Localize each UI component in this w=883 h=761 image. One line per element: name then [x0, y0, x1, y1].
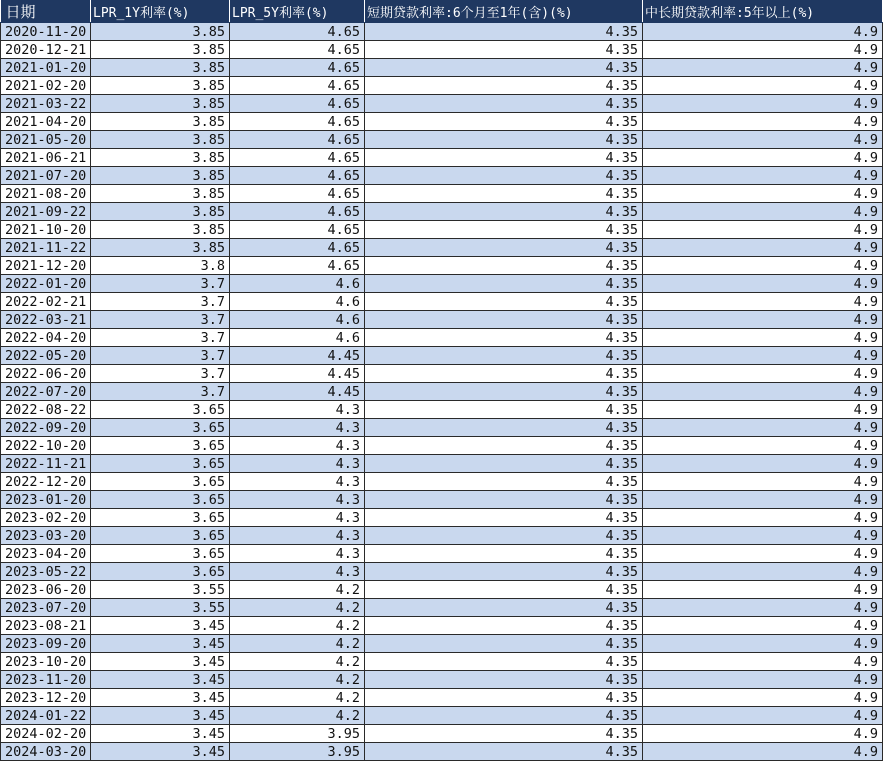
short-term-rate-cell[interactable]: 4.35 [365, 131, 643, 149]
long-term-rate-cell[interactable]: 4.9 [643, 743, 883, 761]
short-term-rate-cell[interactable]: 4.35 [365, 527, 643, 545]
short-term-rate-cell[interactable]: 4.35 [365, 257, 643, 275]
long-term-rate-cell[interactable]: 4.9 [643, 401, 883, 419]
lpr-5y-cell[interactable]: 4.65 [230, 239, 365, 257]
table-row [1, 239, 883, 257]
date-cell[interactable]: 2021-07-20 [1, 167, 91, 185]
table-row [1, 347, 883, 365]
short-term-rate-cell[interactable]: 4.35 [365, 653, 643, 671]
long-term-rate-cell[interactable]: 4.9 [643, 293, 883, 311]
table-row [1, 545, 883, 563]
date-cell[interactable]: 2022-10-20 [1, 437, 91, 455]
short-term-rate-cell[interactable]: 4.35 [365, 401, 643, 419]
lpr-5y-cell[interactable]: 4.3 [230, 545, 365, 563]
column-header-long-term-rate[interactable]: 中长期贷款利率:5年以上(%) [643, 0, 883, 23]
short-term-rate-cell[interactable]: 4.35 [365, 203, 643, 221]
lpr-5y-cell[interactable]: 4.3 [230, 509, 365, 527]
lpr-5y-cell[interactable]: 3.95 [230, 743, 365, 761]
lpr-5y-cell[interactable]: 3.95 [230, 725, 365, 743]
lpr-5y-cell[interactable]: 4.65 [230, 167, 365, 185]
short-term-rate-cell[interactable]: 4.35 [365, 113, 643, 131]
long-term-rate-cell[interactable]: 4.9 [643, 59, 883, 77]
table-row [1, 653, 883, 671]
lpr-5y-cell[interactable]: 4.65 [230, 95, 365, 113]
table-row [1, 401, 883, 419]
long-term-rate-cell[interactable]: 4.9 [643, 707, 883, 725]
lpr-1y-cell[interactable]: 3.7 [91, 293, 230, 311]
table-row [1, 149, 883, 167]
short-term-rate-cell[interactable]: 4.35 [365, 419, 643, 437]
lpr-5y-cell[interactable]: 4.65 [230, 113, 365, 131]
short-term-rate-cell[interactable]: 4.35 [365, 509, 643, 527]
date-cell[interactable]: 2021-08-20 [1, 185, 91, 203]
table-row [1, 725, 883, 743]
lpr-1y-cell[interactable]: 3.7 [91, 383, 230, 401]
table-row [1, 185, 883, 203]
lpr-1y-cell[interactable]: 3.85 [91, 203, 230, 221]
short-term-rate-cell[interactable]: 4.35 [365, 437, 643, 455]
date-cell[interactable]: 2021-02-20 [1, 77, 91, 95]
lpr-1y-cell[interactable]: 3.45 [91, 743, 230, 761]
short-term-rate-cell[interactable]: 4.35 [365, 455, 643, 473]
lpr-1y-cell[interactable]: 3.65 [91, 473, 230, 491]
date-cell[interactable]: 2023-07-20 [1, 599, 91, 617]
date-cell[interactable]: 2023-09-20 [1, 635, 91, 653]
lpr-1y-cell[interactable]: 3.65 [91, 527, 230, 545]
long-term-rate-cell[interactable]: 4.9 [643, 221, 883, 239]
lpr-5y-cell[interactable]: 4.45 [230, 383, 365, 401]
long-term-rate-cell[interactable]: 4.9 [643, 41, 883, 59]
short-term-rate-cell[interactable]: 4.35 [365, 293, 643, 311]
long-term-rate-cell[interactable]: 4.9 [643, 725, 883, 743]
lpr-1y-cell[interactable]: 3.7 [91, 365, 230, 383]
long-term-rate-cell[interactable]: 4.9 [643, 635, 883, 653]
date-cell[interactable]: 2021-11-22 [1, 239, 91, 257]
long-term-rate-cell[interactable]: 4.9 [643, 563, 883, 581]
long-term-rate-cell[interactable]: 4.9 [643, 185, 883, 203]
long-term-rate-cell[interactable]: 4.9 [643, 599, 883, 617]
short-term-rate-cell[interactable]: 4.35 [365, 491, 643, 509]
long-term-rate-cell[interactable]: 4.9 [643, 653, 883, 671]
date-cell[interactable]: 2021-09-22 [1, 203, 91, 221]
lpr-1y-cell[interactable]: 3.45 [91, 671, 230, 689]
date-cell[interactable]: 2023-12-20 [1, 689, 91, 707]
lpr-1y-cell[interactable]: 3.45 [91, 653, 230, 671]
lpr-5y-cell[interactable]: 4.2 [230, 599, 365, 617]
short-term-rate-cell[interactable]: 4.35 [365, 239, 643, 257]
lpr-1y-cell[interactable]: 3.85 [91, 221, 230, 239]
long-term-rate-cell[interactable]: 4.9 [643, 23, 883, 41]
date-cell[interactable]: 2023-02-20 [1, 509, 91, 527]
table-row [1, 329, 883, 347]
lpr-5y-cell[interactable]: 4.45 [230, 365, 365, 383]
long-term-rate-cell[interactable]: 4.9 [643, 545, 883, 563]
lpr-1y-cell[interactable]: 3.55 [91, 581, 230, 599]
table-row [1, 23, 883, 41]
lpr-5y-cell[interactable]: 4.3 [230, 455, 365, 473]
date-cell[interactable]: 2023-04-20 [1, 545, 91, 563]
table-row [1, 167, 883, 185]
long-term-rate-cell[interactable]: 4.9 [643, 617, 883, 635]
lpr-5y-cell[interactable]: 4.3 [230, 473, 365, 491]
table-row [1, 383, 883, 401]
lpr-1y-cell[interactable]: 3.85 [91, 59, 230, 77]
short-term-rate-cell[interactable]: 4.35 [365, 59, 643, 77]
lpr-1y-cell[interactable]: 3.55 [91, 599, 230, 617]
short-term-rate-cell[interactable]: 4.35 [365, 725, 643, 743]
short-term-rate-cell[interactable]: 4.35 [365, 383, 643, 401]
lpr-1y-cell[interactable]: 3.85 [91, 167, 230, 185]
table-row [1, 41, 883, 59]
date-cell[interactable]: 2022-04-20 [1, 329, 91, 347]
short-term-rate-cell[interactable]: 4.35 [365, 311, 643, 329]
lpr-1y-cell[interactable]: 3.8 [91, 257, 230, 275]
short-term-rate-cell[interactable]: 4.35 [365, 23, 643, 41]
table-row [1, 95, 883, 113]
short-term-rate-cell[interactable]: 4.35 [365, 617, 643, 635]
lpr-1y-cell[interactable]: 3.65 [91, 419, 230, 437]
date-cell[interactable]: 2023-03-20 [1, 527, 91, 545]
short-term-rate-cell[interactable]: 4.35 [365, 347, 643, 365]
short-term-rate-cell[interactable]: 4.35 [365, 707, 643, 725]
table-body [1, 23, 883, 761]
long-term-rate-cell[interactable]: 4.9 [643, 383, 883, 401]
lpr-5y-cell[interactable]: 4.6 [230, 311, 365, 329]
date-cell[interactable]: 2022-06-20 [1, 365, 91, 383]
table-row [1, 509, 883, 527]
column-header-lpr-5y[interactable]: LPR_5Y利率(%) [230, 0, 365, 23]
lpr-1y-cell[interactable]: 3.85 [91, 149, 230, 167]
table-row [1, 707, 883, 725]
lpr-5y-cell[interactable]: 4.65 [230, 23, 365, 41]
lpr-5y-cell[interactable]: 4.3 [230, 437, 365, 455]
table-row [1, 203, 883, 221]
table-row [1, 365, 883, 383]
lpr-5y-cell[interactable]: 4.2 [230, 617, 365, 635]
lpr-1y-cell[interactable]: 3.65 [91, 455, 230, 473]
table-row [1, 221, 883, 239]
column-header-lpr-1y[interactable]: LPR_1Y利率(%) [91, 0, 230, 23]
short-term-rate-cell[interactable]: 4.35 [365, 599, 643, 617]
lpr-5y-cell[interactable]: 4.65 [230, 149, 365, 167]
date-cell[interactable]: 2022-09-20 [1, 419, 91, 437]
short-term-rate-cell[interactable]: 4.35 [365, 95, 643, 113]
lpr-5y-cell[interactable]: 4.6 [230, 275, 365, 293]
date-cell[interactable]: 2021-04-20 [1, 113, 91, 131]
long-term-rate-cell[interactable]: 4.9 [643, 329, 883, 347]
lpr-1y-cell[interactable]: 3.85 [91, 95, 230, 113]
lpr-5y-cell[interactable]: 4.2 [230, 707, 365, 725]
column-header-short-term-rate[interactable]: 短期贷款利率:6个月至1年(含)(%) [365, 0, 643, 23]
table-row [1, 635, 883, 653]
table-row [1, 617, 883, 635]
long-term-rate-cell[interactable]: 4.9 [643, 419, 883, 437]
long-term-rate-cell[interactable]: 4.9 [643, 491, 883, 509]
short-term-rate-cell[interactable]: 4.35 [365, 635, 643, 653]
table-row [1, 671, 883, 689]
date-cell[interactable]: 2023-08-21 [1, 617, 91, 635]
table-row [1, 311, 883, 329]
short-term-rate-cell[interactable]: 4.35 [365, 77, 643, 95]
short-term-rate-cell[interactable]: 4.35 [365, 689, 643, 707]
table-row [1, 419, 883, 437]
long-term-rate-cell[interactable]: 4.9 [643, 131, 883, 149]
long-term-rate-cell[interactable]: 4.9 [643, 167, 883, 185]
lpr-1y-cell[interactable]: 3.45 [91, 689, 230, 707]
lpr-5y-cell[interactable]: 4.6 [230, 329, 365, 347]
date-cell[interactable]: 2022-11-21 [1, 455, 91, 473]
date-cell[interactable]: 2023-11-20 [1, 671, 91, 689]
date-cell[interactable]: 2022-01-20 [1, 275, 91, 293]
date-cell[interactable]: 2020-11-20 [1, 23, 91, 41]
long-term-rate-cell[interactable]: 4.9 [643, 203, 883, 221]
lpr-5y-cell[interactable]: 4.3 [230, 527, 365, 545]
lpr-1y-cell[interactable]: 3.7 [91, 347, 230, 365]
long-term-rate-cell[interactable]: 4.9 [643, 671, 883, 689]
lpr-1y-cell[interactable]: 3.85 [91, 41, 230, 59]
table-row [1, 113, 883, 131]
date-cell[interactable]: 2024-02-20 [1, 725, 91, 743]
lpr-5y-cell[interactable]: 4.65 [230, 131, 365, 149]
table-row [1, 455, 883, 473]
lpr-1y-cell[interactable]: 3.65 [91, 545, 230, 563]
long-term-rate-cell[interactable]: 4.9 [643, 149, 883, 167]
short-term-rate-cell[interactable]: 4.35 [365, 743, 643, 761]
lpr-5y-cell[interactable]: 4.65 [230, 221, 365, 239]
date-cell[interactable]: 2020-12-21 [1, 41, 91, 59]
table-row [1, 59, 883, 77]
long-term-rate-cell[interactable]: 4.9 [643, 257, 883, 275]
date-cell[interactable]: 2021-03-22 [1, 95, 91, 113]
lpr-5y-cell[interactable]: 4.2 [230, 653, 365, 671]
date-cell[interactable]: 2022-03-21 [1, 311, 91, 329]
short-term-rate-cell[interactable]: 4.35 [365, 473, 643, 491]
lpr-1y-cell[interactable]: 3.45 [91, 635, 230, 653]
short-term-rate-cell[interactable]: 4.35 [365, 221, 643, 239]
table-row [1, 473, 883, 491]
lpr-1y-cell[interactable]: 3.7 [91, 311, 230, 329]
short-term-rate-cell[interactable]: 4.35 [365, 329, 643, 347]
lpr-5y-cell[interactable]: 4.65 [230, 203, 365, 221]
lpr-1y-cell[interactable]: 3.85 [91, 77, 230, 95]
lpr-5y-cell[interactable]: 4.3 [230, 401, 365, 419]
date-cell[interactable]: 2023-10-20 [1, 653, 91, 671]
lpr-1y-cell[interactable]: 3.85 [91, 131, 230, 149]
table-row [1, 527, 883, 545]
lpr-1y-cell[interactable]: 3.45 [91, 725, 230, 743]
date-cell[interactable]: 2024-03-20 [1, 743, 91, 761]
lpr-5y-cell[interactable]: 4.3 [230, 563, 365, 581]
date-cell[interactable]: 2021-05-20 [1, 131, 91, 149]
lpr-1y-cell[interactable]: 3.85 [91, 239, 230, 257]
long-term-rate-cell[interactable]: 4.9 [643, 239, 883, 257]
short-term-rate-cell[interactable]: 4.35 [365, 149, 643, 167]
lpr-1y-cell[interactable]: 3.65 [91, 437, 230, 455]
table-row [1, 581, 883, 599]
lpr-5y-cell[interactable]: 4.2 [230, 635, 365, 653]
long-term-rate-cell[interactable]: 4.9 [643, 311, 883, 329]
long-term-rate-cell[interactable]: 4.9 [643, 77, 883, 95]
date-cell[interactable]: 2022-05-20 [1, 347, 91, 365]
table-row [1, 275, 883, 293]
short-term-rate-cell[interactable]: 4.35 [365, 185, 643, 203]
lpr-1y-cell[interactable]: 3.85 [91, 23, 230, 41]
long-term-rate-cell[interactable]: 4.9 [643, 527, 883, 545]
table-row [1, 563, 883, 581]
date-cell[interactable]: 2021-01-20 [1, 59, 91, 77]
short-term-rate-cell[interactable]: 4.35 [365, 275, 643, 293]
header-row [1, 0, 883, 23]
lpr-5y-cell[interactable]: 4.2 [230, 581, 365, 599]
date-cell[interactable]: 2023-05-22 [1, 563, 91, 581]
lpr-1y-cell[interactable]: 3.65 [91, 509, 230, 527]
table-row [1, 491, 883, 509]
long-term-rate-cell[interactable]: 4.9 [643, 437, 883, 455]
table-row [1, 131, 883, 149]
table-row [1, 599, 883, 617]
lpr-1y-cell[interactable]: 3.7 [91, 275, 230, 293]
lpr-1y-cell[interactable]: 3.45 [91, 617, 230, 635]
lpr-1y-cell[interactable]: 3.65 [91, 563, 230, 581]
long-term-rate-cell[interactable]: 4.9 [643, 95, 883, 113]
long-term-rate-cell[interactable]: 4.9 [643, 365, 883, 383]
long-term-rate-cell[interactable]: 4.9 [643, 113, 883, 131]
date-cell[interactable]: 2021-06-21 [1, 149, 91, 167]
lpr-1y-cell[interactable]: 3.65 [91, 401, 230, 419]
long-term-rate-cell[interactable]: 4.9 [643, 509, 883, 527]
lpr-5y-cell[interactable]: 4.65 [230, 185, 365, 203]
short-term-rate-cell[interactable]: 4.35 [365, 671, 643, 689]
table-row [1, 743, 883, 761]
short-term-rate-cell[interactable]: 4.35 [365, 365, 643, 383]
lpr-1y-cell[interactable]: 3.65 [91, 491, 230, 509]
short-term-rate-cell[interactable]: 4.35 [365, 41, 643, 59]
table-row [1, 689, 883, 707]
lpr-1y-cell[interactable]: 3.85 [91, 113, 230, 131]
short-term-rate-cell[interactable]: 4.35 [365, 167, 643, 185]
lpr-5y-cell[interactable]: 4.65 [230, 59, 365, 77]
table-row [1, 77, 883, 95]
lpr-1y-cell[interactable]: 3.85 [91, 185, 230, 203]
long-term-rate-cell[interactable]: 4.9 [643, 275, 883, 293]
lpr-5y-cell[interactable]: 4.3 [230, 419, 365, 437]
table-row [1, 437, 883, 455]
short-term-rate-cell[interactable]: 4.35 [365, 545, 643, 563]
date-cell[interactable]: 2021-12-20 [1, 257, 91, 275]
date-cell[interactable]: 2022-08-22 [1, 401, 91, 419]
date-cell[interactable]: 2022-12-20 [1, 473, 91, 491]
long-term-rate-cell[interactable]: 4.9 [643, 473, 883, 491]
lpr-5y-cell[interactable]: 4.3 [230, 491, 365, 509]
lpr-1y-cell[interactable]: 3.7 [91, 329, 230, 347]
column-header-date[interactable]: 日期 [1, 0, 91, 23]
lpr-5y-cell[interactable]: 4.2 [230, 689, 365, 707]
table-row [1, 293, 883, 311]
long-term-rate-cell[interactable]: 4.9 [643, 347, 883, 365]
short-term-rate-cell[interactable]: 4.35 [365, 581, 643, 599]
table-row [1, 257, 883, 275]
lpr-5y-cell[interactable]: 4.65 [230, 77, 365, 95]
long-term-rate-cell[interactable]: 4.9 [643, 689, 883, 707]
date-cell[interactable]: 2024-01-22 [1, 707, 91, 725]
date-cell[interactable]: 2022-07-20 [1, 383, 91, 401]
date-cell[interactable]: 2023-01-20 [1, 491, 91, 509]
lpr-1y-cell[interactable]: 3.45 [91, 707, 230, 725]
lpr-5y-cell[interactable]: 4.45 [230, 347, 365, 365]
lpr-5y-cell[interactable]: 4.6 [230, 293, 365, 311]
date-cell[interactable]: 2021-10-20 [1, 221, 91, 239]
long-term-rate-cell[interactable]: 4.9 [643, 455, 883, 473]
date-cell[interactable]: 2023-06-20 [1, 581, 91, 599]
lpr-5y-cell[interactable]: 4.2 [230, 671, 365, 689]
lpr-5y-cell[interactable]: 4.65 [230, 257, 365, 275]
lpr-5y-cell[interactable]: 4.65 [230, 41, 365, 59]
short-term-rate-cell[interactable]: 4.35 [365, 563, 643, 581]
date-cell[interactable]: 2022-02-21 [1, 293, 91, 311]
long-term-rate-cell[interactable]: 4.9 [643, 581, 883, 599]
